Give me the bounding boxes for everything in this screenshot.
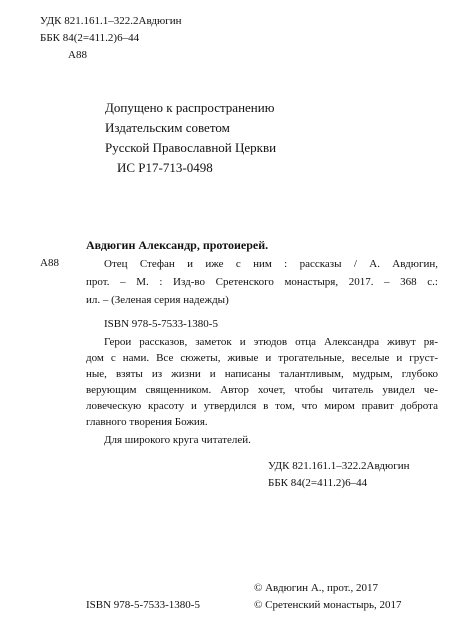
copyright-author: © Авдюгин А., прот., 2017 [254, 582, 378, 594]
top-bbk: ББК 84(2=411.2)6–44 [40, 32, 140, 44]
bottom-udk: УДК 821.161.1–322.2Авдюгин [268, 460, 410, 472]
top-author-code: А88 [68, 49, 87, 61]
bib-line-3: ил. – (Зеленая серия надежды) [86, 294, 229, 306]
author-heading: Авдюгин Александр, протоиерей. [86, 238, 269, 252]
approval-block [105, 98, 276, 178]
annotation-line-1: Герои рассказов, заметок и этюдов отца Александра живут ря- [104, 336, 438, 348]
annotation-line-5: ловеческую красоту и утвердился в том, что миром правит доброта [86, 400, 438, 412]
annotation-line-6: главного творения Божия. [86, 416, 208, 428]
annotation [86, 334, 438, 430]
annotation-line-4: верующим священником. Автор хочет, чтобы читатель увидел че- [86, 384, 438, 396]
bib-line-1: Отец Стефан и иже с ним : рассказы / А. Авдюгин, [104, 258, 438, 270]
bib-line-2: прот. – М. : Изд-во Сретенского монастыря, 2017. – 368 с.: [86, 276, 438, 288]
approval-line-2: Издательским советом [105, 120, 230, 135]
isbn-mid: ISBN 978-5-7533-1380-5 [104, 318, 218, 330]
top-udk: УДК 821.161.1–322.2Авдюгин [40, 15, 182, 27]
bibliographic-description [86, 255, 438, 309]
approval-line-3: Русской Православной Церкви [105, 140, 277, 155]
annotation-line-2: дом с нами. Все сюжеты, живые и трогательные, веселые и груст- [86, 352, 438, 364]
approval-number: ИС Р17-713-0498 [117, 160, 213, 175]
copyright-publisher: © Сретенский монастырь, 2017 [254, 599, 402, 611]
side-author-code: А88 [40, 257, 59, 269]
audience-note: Для широкого круга читателей. [104, 434, 251, 446]
annotation-line-3: ные, взяты из жизни и написаны талантливым, мудрым, глубоко [86, 368, 438, 380]
isbn-bottom: ISBN 978-5-7533-1380-5 [86, 599, 200, 611]
approval-line-1: Допущено к распространению [105, 100, 275, 115]
bottom-bbk: ББК 84(2=411.2)6–44 [268, 477, 368, 489]
